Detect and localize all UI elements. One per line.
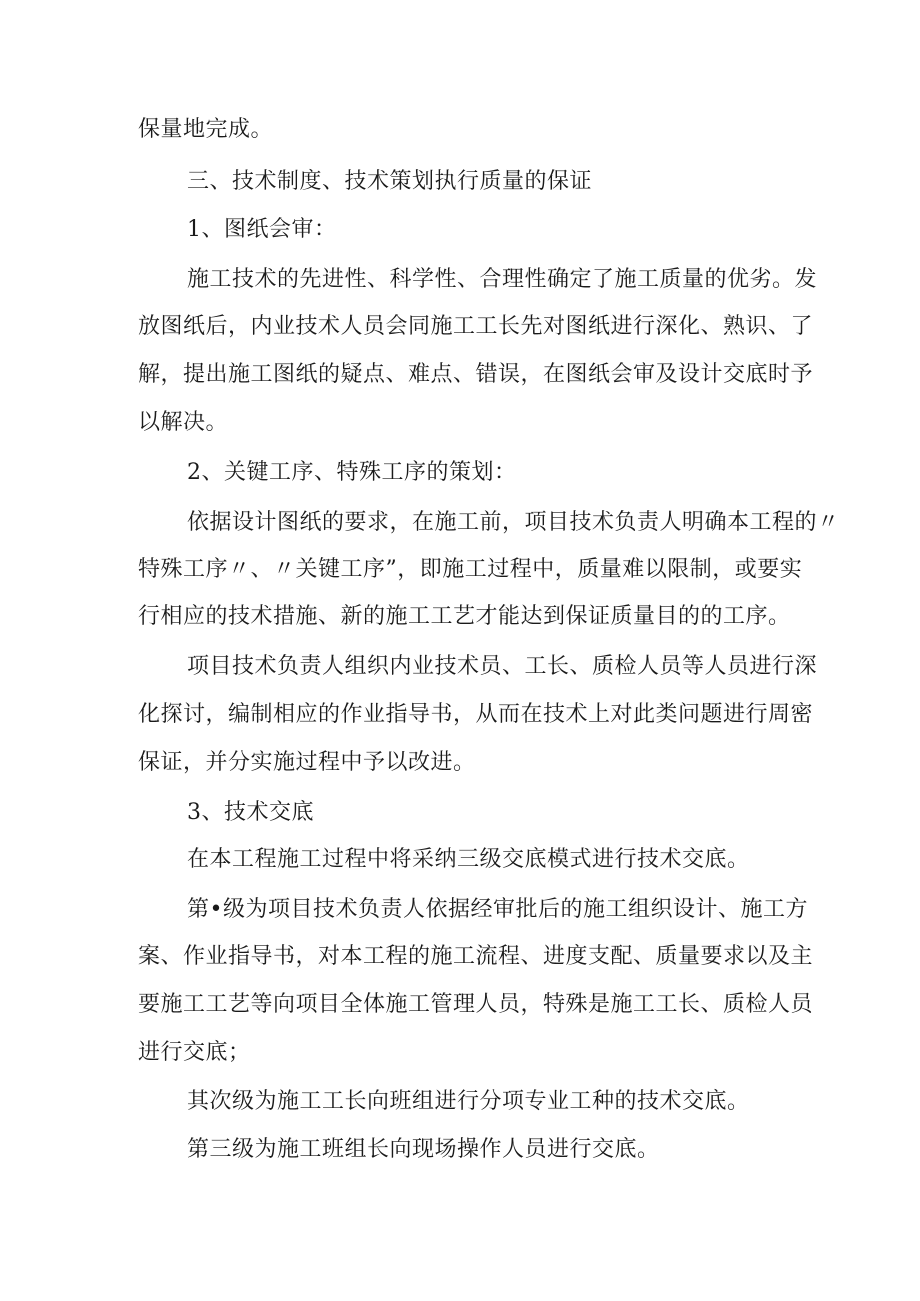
text-line: 以解决。 <box>138 410 229 435</box>
text-line: 要施工工艺等向项目全体施工管理人员，特殊是施工工长、质检人员 <box>138 992 814 1017</box>
section-heading: 三、技术制度、技术策划执行质量的保证 <box>187 169 593 194</box>
text-line: 放图纸后，内业技术人员会同施工工长先对图纸进行深化、熟识、了 <box>138 314 814 339</box>
text-line: 依据设计图纸的要求，在施工前，项目技术负责人明确本工程的〃 <box>187 510 840 535</box>
text-line: 进行交底； <box>138 1040 251 1065</box>
text-line: 项目技术负责人组织内业技术员、工长、质检人员等人员进行深 <box>187 654 818 679</box>
text-line: 施工技术的先进性、科学性、合理性确定了施工质量的优劣。发 <box>187 267 818 292</box>
text-line: 保量地完成。 <box>138 117 274 142</box>
text-line: 其次级为施工工长向班组进行分项专业工种的技术交底。 <box>187 1089 750 1114</box>
text-line: 在本工程施工过程中将采纳三级交底模式进行技术交底。 <box>187 847 750 872</box>
subsection-heading: 3、技术交底 <box>187 800 314 825</box>
subsection-heading: 1、图纸会审： <box>187 217 337 242</box>
text-line: 解，提出施工图纸的疑点、难点、错误，在图纸会审及设计交底时予 <box>138 362 814 387</box>
text-line: 第三级为施工班组长向现场操作人员进行交底。 <box>187 1137 660 1162</box>
text-line: 特殊工序〃、〃关键工序”，即施工过程中，质量难以限制，或要实 <box>138 557 803 582</box>
text-line: 案、作业指导书，对本工程的施工流程、进度支配、质量要求以及主 <box>138 944 814 969</box>
text-line: 化探讨，编制相应的作业指导书，从而在技术上对此类问题进行周密 <box>138 702 814 727</box>
text-line: 行相应的技术措施、新的施工工艺才能达到保证质量目的的工序。 <box>138 604 791 629</box>
subsection-heading: 2、关键工序、特殊工序的策划： <box>187 460 517 485</box>
text-line: 保证，并分实施过程中予以改进。 <box>138 750 476 775</box>
text-line: 第•级为项目技术负责人依据经审批后的施工组织设计、施工方 <box>187 897 808 922</box>
